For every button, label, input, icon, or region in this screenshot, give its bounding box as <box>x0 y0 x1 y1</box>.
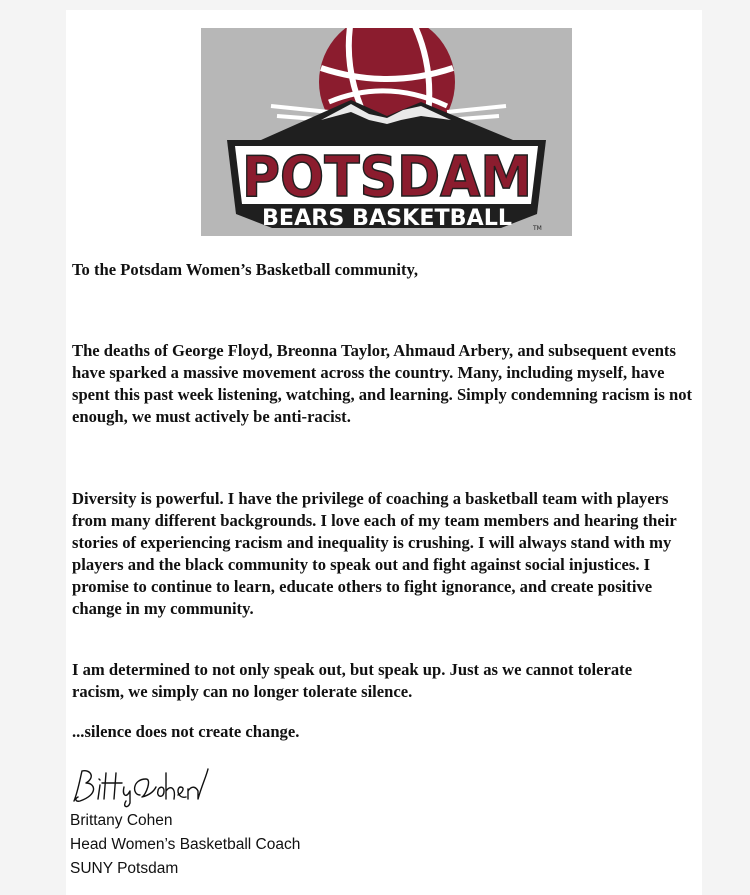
signer-name: Brittany Cohen <box>70 812 173 829</box>
letter-paragraph: Diversity is powerful. I have the privilege of coaching a basketball team with players from many different backgrounds. I love each of my team members and hearing their stories of experiencing racism and inequality is crushing. I will always stand with my players and the black community to speak out and fight against social injustices. I promise to continue to learn, educate others to fight ignorance, and create positive change in my community. <box>72 489 677 618</box>
logo-trademark: TM <box>533 225 542 232</box>
letter-paragraph: I am determined to not only speak out, but speak up. Just as we cannot tolerate racism, we simply can no longer tolerate silence. <box>72 660 633 701</box>
letter-paragraph: The deaths of George Floyd, Breonna Taylor, Ahmaud Arbery, and subsequent events have sparked a massive movement across the country. Many, including myself, have spent this past week listening, watching, and learning. Simply condemning racism is not enough, we must actively be anti-racist. <box>72 341 693 426</box>
signature-block <box>70 765 430 881</box>
signer-title: Head Women’s Basketball Coach <box>70 836 301 853</box>
handwritten-signature <box>70 765 210 809</box>
letter-closing: ...silence does not create change. <box>72 722 300 741</box>
letter-greeting: To the Potsdam Women’s Basketball community, <box>72 260 419 279</box>
signer-organization: SUNY Potsdam <box>70 860 179 877</box>
logo-sub-text: BEARS BASKETBALL <box>262 206 512 231</box>
potsdam-bears-basketball-logo <box>201 28 572 236</box>
logo-main-text: POTSDAM <box>242 145 532 210</box>
